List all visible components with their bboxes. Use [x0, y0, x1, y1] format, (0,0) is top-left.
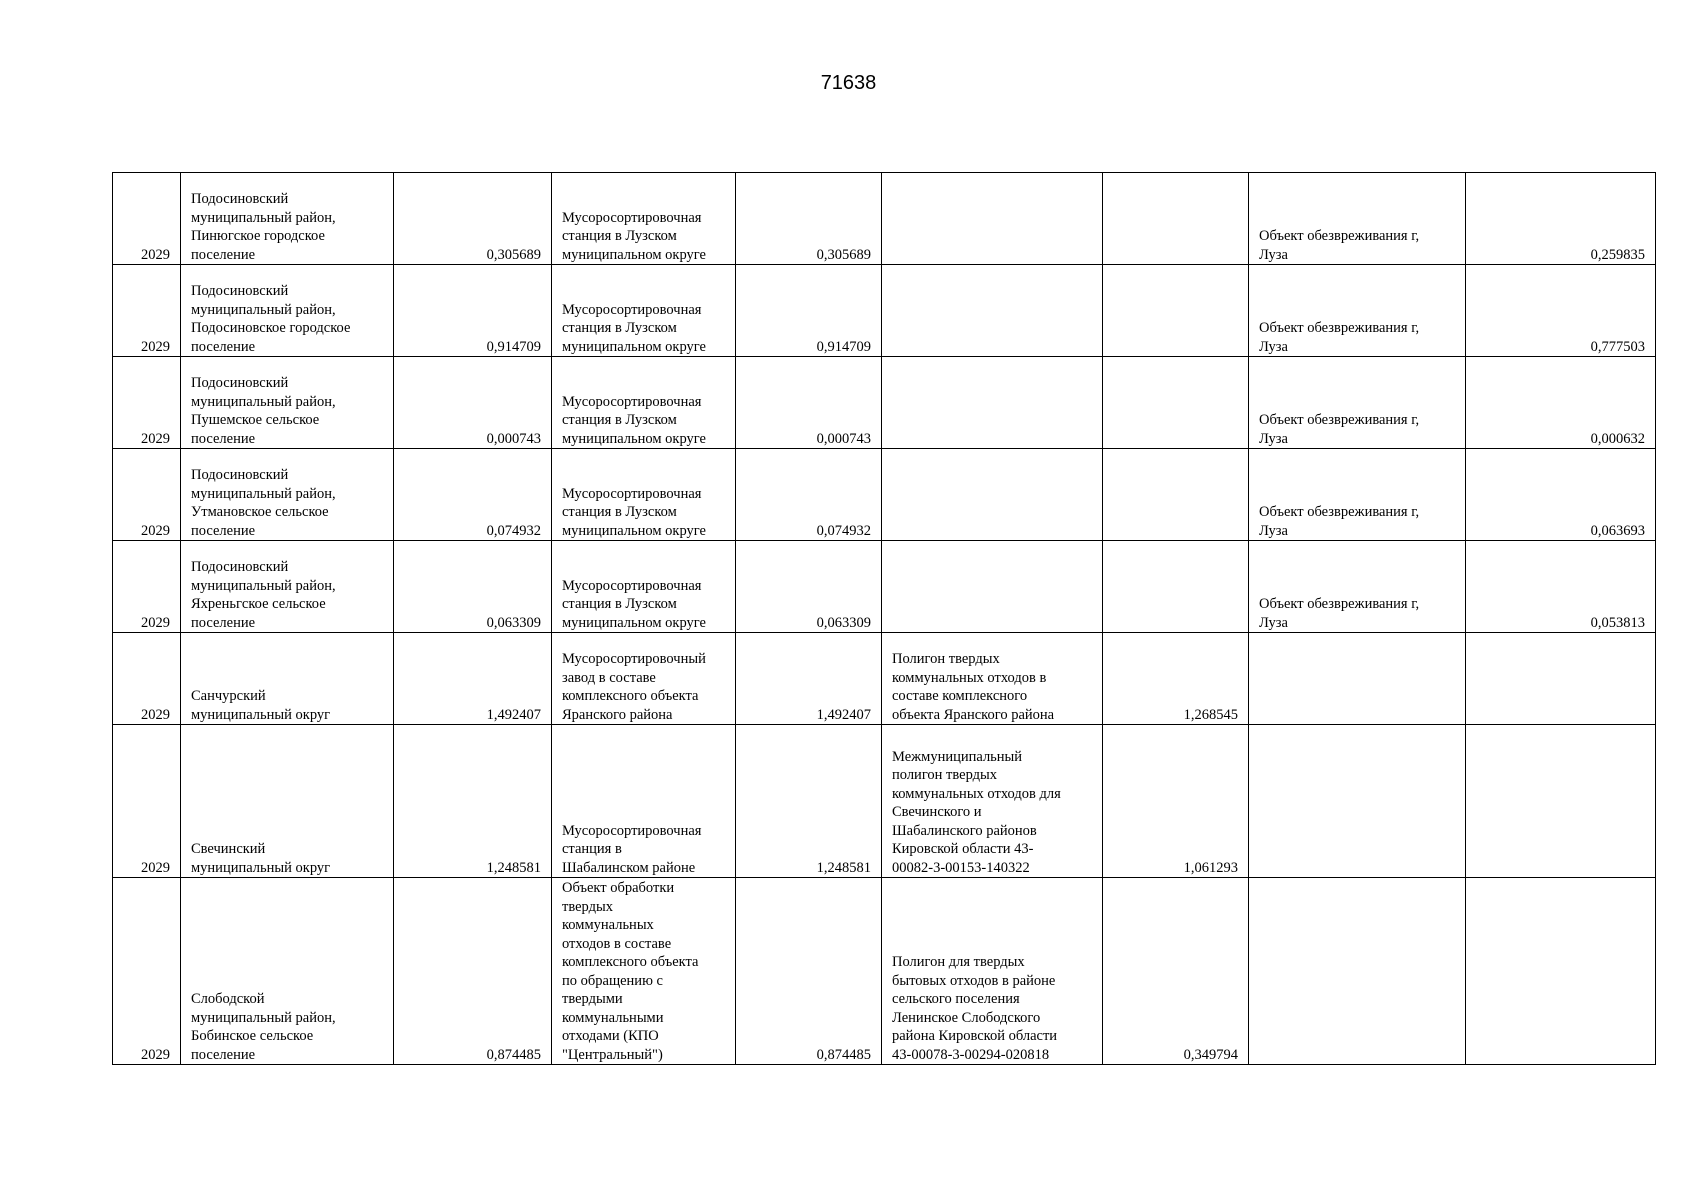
municipality-cell: Подосиновский муниципальный район, Пинюгское городское поселение: [181, 173, 394, 265]
volume-generated-cell: 0,000743: [394, 357, 552, 449]
volume-neutralized-cell: 0,063693: [1466, 449, 1656, 541]
neutralization-facility-cell: [1249, 633, 1466, 725]
volume-generated-cell: 0,074932: [394, 449, 552, 541]
volume-landfill-cell: [1103, 541, 1249, 633]
municipality-cell: Подосиновский муниципальный район, Яхреньгское сельское поселение: [181, 541, 394, 633]
neutralization-facility-cell: Объект обезвреживания г, Луза: [1249, 449, 1466, 541]
volume-neutralized-cell: 0,777503: [1466, 265, 1656, 357]
year-cell: 2029: [113, 449, 181, 541]
processing-facility-cell: Мусоросортировочная станция в Лузском муниципальном округе: [552, 173, 736, 265]
landfill-cell: [882, 265, 1103, 357]
landfill-cell: Полигон твердых коммунальных отходов в составе комплексного объекта Яранского района: [882, 633, 1103, 725]
volume-generated-cell: 1,248581: [394, 725, 552, 878]
table-row: [113, 265, 1656, 357]
volume-processed-cell: 0,305689: [736, 173, 882, 265]
landfill-cell: Полигон для твердых бытовых отходов в районе сельского поселения Ленинское Слободского района Кировской области 43-00078-3-00294-020818: [882, 878, 1103, 1065]
volume-landfill-cell: [1103, 357, 1249, 449]
processing-facility-cell: Мусоросортировочная станция в Лузском муниципальном округе: [552, 449, 736, 541]
year-cell: 2029: [113, 357, 181, 449]
neutralization-facility-cell: [1249, 725, 1466, 878]
municipality-cell: Подосиновский муниципальный район, Утмановское сельское поселение: [181, 449, 394, 541]
neutralization-facility-cell: Объект обезвреживания г, Луза: [1249, 173, 1466, 265]
landfill-cell: [882, 449, 1103, 541]
neutralization-facility-cell: Объект обезвреживания г, Луза: [1249, 541, 1466, 633]
year-cell: 2029: [113, 878, 181, 1065]
neutralization-facility-cell: Объект обезвреживания г, Луза: [1249, 357, 1466, 449]
volume-processed-cell: 0,074932: [736, 449, 882, 541]
municipality-cell: Свечинский муниципальный округ: [181, 725, 394, 878]
volume-generated-cell: 0,914709: [394, 265, 552, 357]
volume-processed-cell: 1,492407: [736, 633, 882, 725]
neutralization-facility-cell: [1249, 878, 1466, 1065]
processing-facility-cell: Мусоросортировочный завод в составе комплексного объекта Яранского района: [552, 633, 736, 725]
table-body: [113, 173, 1656, 1065]
volume-landfill-cell: 1,268545: [1103, 633, 1249, 725]
municipality-cell: Слободской муниципальный район, Бобинское сельское поселение: [181, 878, 394, 1065]
volume-landfill-cell: [1103, 449, 1249, 541]
neutralization-facility-cell: Объект обезвреживания г, Луза: [1249, 265, 1466, 357]
volume-neutralized-cell: [1466, 878, 1656, 1065]
processing-facility-cell: Мусоросортировочная станция в Лузском муниципальном округе: [552, 541, 736, 633]
table-row: [113, 878, 1656, 1065]
page-number: 71638: [820, 72, 877, 94]
municipality-cell: Санчурский муниципальный округ: [181, 633, 394, 725]
volume-neutralized-cell: [1466, 725, 1656, 878]
table-row: [113, 725, 1656, 878]
volume-landfill-cell: 0,349794: [1103, 878, 1249, 1065]
volume-processed-cell: 0,000743: [736, 357, 882, 449]
volume-landfill-cell: [1103, 173, 1249, 265]
table-row: [113, 633, 1656, 725]
volume-neutralized-cell: 0,053813: [1466, 541, 1656, 633]
volume-processed-cell: 0,914709: [736, 265, 882, 357]
table-row: [113, 541, 1656, 633]
year-cell: 2029: [113, 725, 181, 878]
waste-flow-table: [112, 172, 1656, 1065]
processing-facility-cell: Мусоросортировочная станция в Лузском муниципальном округе: [552, 357, 736, 449]
volume-processed-cell: 1,248581: [736, 725, 882, 878]
volume-neutralized-cell: 0,000632: [1466, 357, 1656, 449]
municipality-cell: Подосиновский муниципальный район, Подосиновское городское поселение: [181, 265, 394, 357]
year-cell: 2029: [113, 265, 181, 357]
processing-facility-cell: Мусоросортировочная станция в Лузском муниципальном округе: [552, 265, 736, 357]
volume-generated-cell: 1,492407: [394, 633, 552, 725]
table-row: [113, 357, 1656, 449]
volume-neutralized-cell: 0,259835: [1466, 173, 1656, 265]
landfill-cell: [882, 173, 1103, 265]
processing-facility-cell: Мусоросортировочная станция в Шабалинском районе: [552, 725, 736, 878]
municipality-cell: Подосиновский муниципальный район, Пушемское сельское поселение: [181, 357, 394, 449]
year-cell: 2029: [113, 541, 181, 633]
volume-generated-cell: 0,063309: [394, 541, 552, 633]
volume-landfill-cell: 1,061293: [1103, 725, 1249, 878]
volume-processed-cell: 0,063309: [736, 541, 882, 633]
volume-generated-cell: 0,305689: [394, 173, 552, 265]
volume-generated-cell: 0,874485: [394, 878, 552, 1065]
processing-facility-cell: Объект обработки твердых коммунальных отходов в составе комплексного объекта по обращению с твердыми коммунальными отходами (КПО "Центральный"): [552, 878, 736, 1065]
table-row: [113, 449, 1656, 541]
year-cell: 2029: [113, 633, 181, 725]
table-row: [113, 173, 1656, 265]
landfill-cell: [882, 541, 1103, 633]
volume-processed-cell: 0,874485: [736, 878, 882, 1065]
volume-landfill-cell: [1103, 265, 1249, 357]
landfill-cell: [882, 357, 1103, 449]
landfill-cell: Межмуниципальный полигон твердых коммунальных отходов для Свечинского и Шабалинского районов Кировской области 43- 00082-3-00153-140322: [882, 725, 1103, 878]
year-cell: 2029: [113, 173, 181, 265]
volume-neutralized-cell: [1466, 633, 1656, 725]
